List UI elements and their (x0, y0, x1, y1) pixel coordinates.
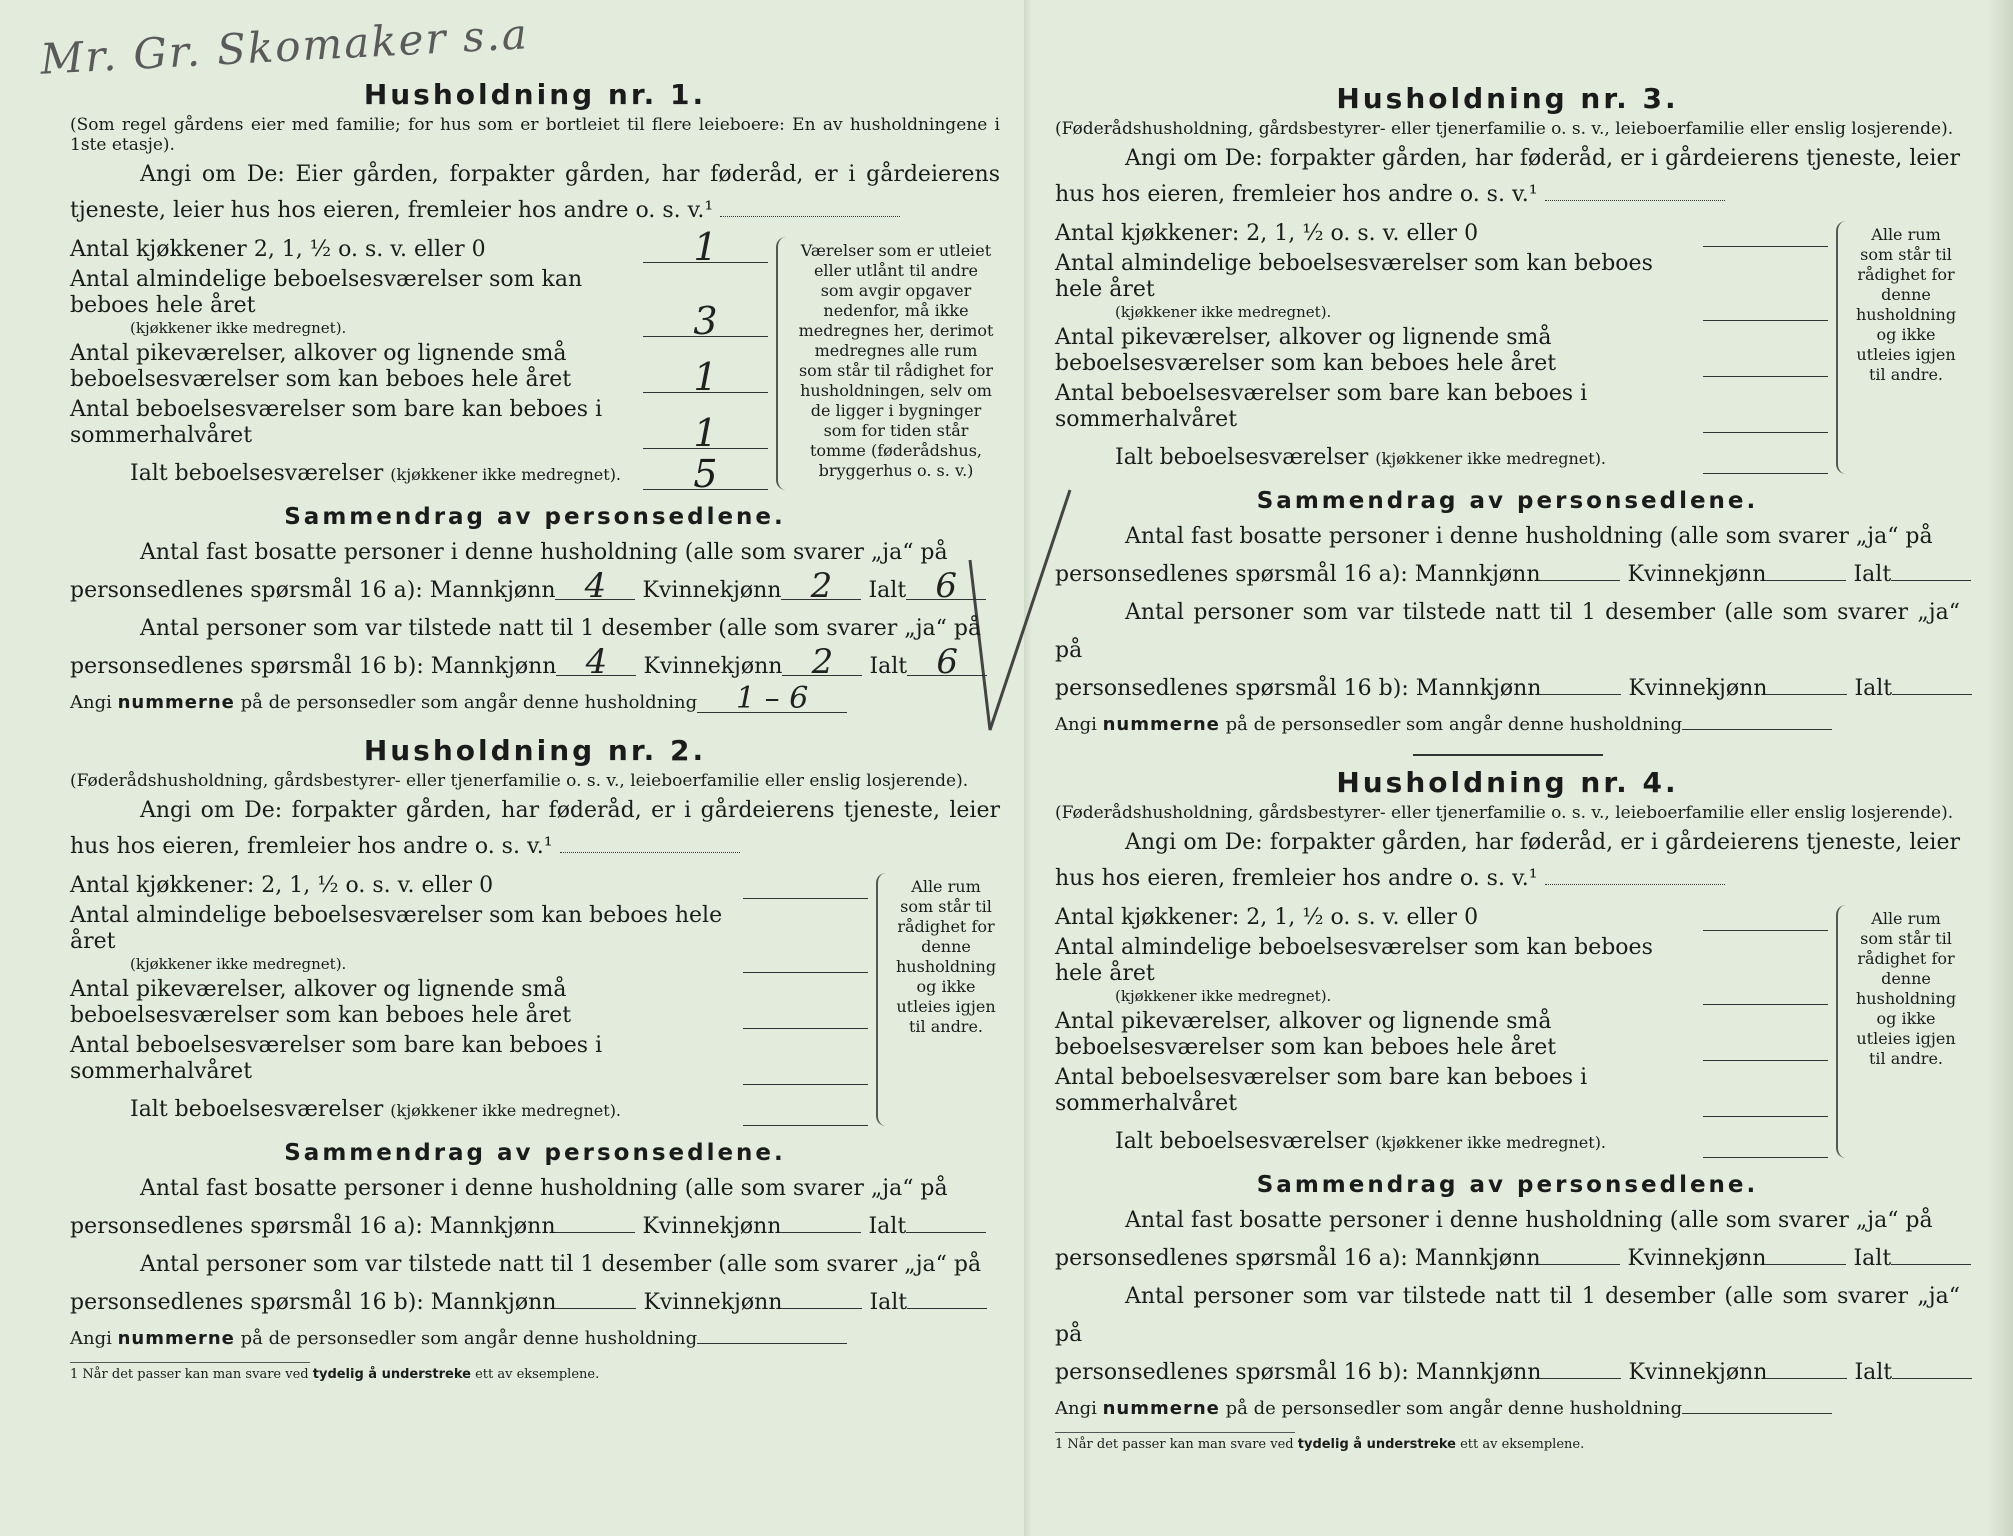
room-row-summer: Antal beboelsesværelser som bare kan beboes i sommerhalvåret (1055, 1065, 1828, 1117)
room-row-ordinary: Antal almindelige beboelsesværelser som kan beboes hele året (kjøkkener ikke medregnet). 3 (70, 267, 768, 337)
room-row-kitchens: Antal kjøkkener 2, 1, ½ o. s. v. eller 0 1 (70, 237, 768, 263)
room-row-ordinary: Antal almindelige beboelsesværelser som kan beboes hele året (kjøkkener ikke medregnet). (70, 903, 868, 973)
q16b-ialt[interactable] (1892, 1378, 1972, 1379)
household-note: (Føderådshusholdning, gårdsbestyrer- eller tjenerfamilie o. s. v., leieboerfamilie eller enslig losjerende). (1055, 803, 1954, 823)
ordinary-rooms-answer[interactable] (743, 942, 868, 973)
summary-title: Sammendrag av personsedlene. (1256, 1172, 1759, 1198)
q16b-line: personsedlenes spørsmål 16 b): Mannkjønn 4 Kvinnekjønn 2 Ialt 6 (70, 648, 1000, 686)
q16a-line: personsedlenes spørsmål 16 a): Mannkjønn Kvinnekjønn Ialt (1055, 556, 1960, 594)
room-row-small: Antal pikeværelser, alkover og lignende små beboelsesværelser som kan beboes hele året (70, 977, 868, 1029)
room-row-kitchens: Antal kjøkkener: 2, 1, ½ o. s. v. eller 0 (1055, 221, 1828, 247)
q16b-intro: Antal personer som var tilstede natt til 1 desember (alle som svarer „ja“ på (140, 1252, 982, 1277)
summary-title: Sammendrag av personsedlene. (1256, 488, 1759, 514)
household-question: Angi om De: forpakter gården, har føderåd, er i gårdeierens tjeneste, leier hus hos eieren, fremleier hos andre o. s. v.¹ (70, 798, 1000, 859)
nummer-line: Angi nummerne på de personsedler som angår denne husholdning (1055, 1392, 1960, 1426)
household-title: Husholdning nr. 1. (363, 78, 707, 111)
nummer-answer[interactable]: 1 – 6 (697, 686, 847, 713)
q16b-line: personsedlenes spørsmål 16 b): Mannkjønn Kvinnekjønn Ialt (1055, 1354, 1960, 1392)
q16a-mann[interactable] (1540, 580, 1620, 581)
q16a-ialt[interactable] (1891, 1264, 1971, 1265)
kitchens-answer[interactable] (743, 868, 868, 899)
household-title: Husholdning nr. 2. (363, 734, 707, 767)
total-rooms-answer[interactable] (743, 1095, 868, 1126)
q16a-kvinne[interactable]: 2 (781, 573, 861, 600)
room-row-small: Antal pikeværelser, alkover og lignende små beboelsesværelser som kan beboes hele året (1055, 1009, 1828, 1061)
summary-title: Sammendrag av personsedlene. (284, 504, 786, 530)
q16a-kvinne[interactable] (1766, 580, 1846, 581)
room-row-kitchens: Antal kjøkkener: 2, 1, ½ o. s. v. eller 0 (70, 873, 868, 899)
q16b-line: personsedlenes spørsmål 16 b): Mannkjønn Kvinnekjønn Ialt (1055, 670, 1960, 708)
q16a-ialt[interactable] (906, 1232, 986, 1233)
q16a-ialt[interactable]: 6 (906, 573, 986, 600)
kitchens-answer[interactable] (1703, 216, 1828, 247)
small-rooms-answer[interactable] (743, 998, 868, 1029)
q16b-intro: Antal personer som var tilstede natt til 1 desember (alle som svarer „ja“ på (140, 616, 982, 641)
q16a-kvinne[interactable] (1766, 1264, 1846, 1265)
household-question: Angi om De: forpakter gården, har føderåd, er i gårdeierens tjeneste, leier hus hos eieren, fremleier hos andre o. s. v.¹ (1055, 146, 1960, 207)
household-note: (Føderådshusholdning, gårdsbestyrer- eller tjenerfamilie o. s. v., leieboerfamilie eller enslig losjerende). (1055, 119, 1954, 139)
q16a-line: personsedlenes spørsmål 16 a): Mannkjønn 4 Kvinnekjønn 2 Ialt 6 (70, 572, 1000, 610)
room-row-ordinary: Antal almindelige beboelsesværelser som kan beboes hele året (kjøkkener ikke medregnet). (1055, 935, 1828, 1005)
q16b-line: personsedlenes spørsmål 16 b): Mannkjønn Kvinnekjønn Ialt (70, 1284, 1000, 1322)
total-rooms-answer[interactable] (1703, 1127, 1828, 1158)
summer-rooms-answer[interactable]: 1 (643, 418, 768, 449)
rooms-section (1055, 905, 1960, 1158)
q16b-ialt[interactable] (1892, 694, 1972, 695)
q16a-ialt[interactable] (1891, 580, 1971, 581)
q16b-kvinne[interactable] (1767, 1378, 1847, 1379)
q16b-kvinne[interactable]: 2 (782, 649, 862, 676)
nummer-line: Angi nummerne på de personsedler som angår denne husholdning (1055, 708, 1960, 742)
q16a-mann[interactable] (555, 1232, 635, 1233)
household-3 (1055, 82, 1960, 742)
q16b-mann[interactable] (556, 1308, 636, 1309)
nummer-answer[interactable] (1682, 729, 1832, 730)
page-edge (1987, 0, 2013, 1536)
household-question: Angi om De: Eier gården, forpakter gården, har føderåd, er i gårdeierens tjeneste, leier hus hos eieren, fremleier hos andre o. s. v.¹ (70, 162, 1000, 223)
small-rooms-answer[interactable] (1703, 1030, 1828, 1061)
household-note: (Føderådshusholdning, gårdsbestyrer- eller tjenerfamilie o. s. v., leieboerfamilie eller enslig losjerende). (70, 771, 969, 791)
section-divider (1413, 754, 1603, 756)
q16a-intro: Antal fast bosatte personer i denne husholdning (alle som svarer „ja“ på (140, 540, 948, 565)
q16a-intro: Antal fast bosatte personer i denne husholdning (alle som svarer „ja“ på (140, 1176, 948, 1201)
rooms-section (70, 225, 1000, 496)
room-row-ordinary: Antal almindelige beboelsesværelser som kan beboes hele året (kjøkkener ikke medregnet). (1055, 251, 1828, 321)
room-row-summer: Antal beboelsesværelser som bare kan beboes i sommerhalvåret (70, 1033, 868, 1085)
brace-note: Værelser som er utleiet eller utlånt til andre som avgir opgaver nedenfor, må ikke medregnes her, derimot medregnes alle rum som står til rådighet for husholdningen, selv om de ligger i bygninger som for tiden står tomme (føderådshus, bryggerhus o. s. v.) (776, 237, 1000, 490)
summary-title: Sammendrag av personsedlene. (284, 1140, 786, 1166)
household-question: Angi om De: forpakter gården, har føderåd, er i gårdeierens tjeneste, leier hus hos eieren, fremleier hos andre o. s. v.¹ (1055, 830, 1960, 891)
rooms-list (1055, 221, 1828, 474)
q16b-kvinne[interactable] (782, 1308, 862, 1309)
rooms-list (70, 225, 768, 496)
small-rooms-answer[interactable]: 1 (643, 362, 768, 393)
rooms-section (70, 873, 1000, 1126)
nummer-answer[interactable] (697, 1343, 847, 1344)
rooms-list (1055, 905, 1828, 1158)
q16b-intro: Antal personer som var tilstede natt til 1 desember (alle som svarer „ja“ på (1055, 600, 1960, 663)
footnote-left: 1 Når det passer kan man svare ved tydelig å understreke ett av eksemplene. (70, 1362, 310, 1383)
household-title: Husholdning nr. 4. (1336, 766, 1679, 799)
room-total: Ialt beboelsesværelser (kjøkkener ikke medregnet). (1055, 443, 1828, 474)
brace-note: Alle rum som står til rådighet for denne husholdning og ikke utleies igjen til andre. (1836, 221, 1960, 474)
room-row-kitchens: Antal kjøkkener: 2, 1, ½ o. s. v. eller 0 (1055, 905, 1828, 931)
q16b-mann[interactable] (1541, 694, 1621, 695)
ordinary-rooms-answer[interactable] (1703, 290, 1828, 321)
room-total: Ialt beboelsesværelser (kjøkkener ikke medregnet). (1055, 1127, 1828, 1158)
q16b-ialt[interactable]: 6 (907, 649, 987, 676)
summer-rooms-answer[interactable] (1703, 1086, 1828, 1117)
ordinary-rooms-answer[interactable]: 3 (643, 306, 768, 337)
household-2 (70, 734, 1000, 1356)
room-total: Ialt beboelsesværelser (kjøkkener ikke medregnet). 5 (70, 459, 768, 490)
q16a-mann[interactable] (1540, 1264, 1620, 1265)
brace-note: Alle rum som står til rådighet for denne husholdning og ikke utleies igjen til andre. (1836, 905, 1960, 1158)
footnote-right: 1 Når det passer kan man svare ved tydelig å understreke ett av eksemplene. (1055, 1432, 1295, 1453)
q16a-kvinne[interactable] (781, 1232, 861, 1233)
room-row-small: Antal pikeværelser, alkover og lignende små beboelsesværelser som kan beboes hele året (1055, 325, 1828, 377)
room-total: Ialt beboelsesværelser (kjøkkener ikke medregnet). (70, 1095, 868, 1126)
q16b-intro: Antal personer som var tilstede natt til 1 desember (alle som svarer „ja“ på (1055, 1284, 1960, 1347)
room-row-summer: Antal beboelsesværelser som bare kan beboes i sommerhalvåret 1 (70, 397, 768, 449)
right-column (1055, 0, 1960, 1536)
kitchens-answer[interactable] (1703, 900, 1828, 931)
rooms-section (1055, 221, 1960, 474)
handwritten-header: Mr. Gr. Skomaker s.a (39, 9, 530, 84)
q16b-mann[interactable] (1541, 1378, 1621, 1379)
rooms-list (70, 873, 868, 1126)
q16b-mann[interactable]: 4 (556, 649, 636, 676)
kitchens-answer[interactable]: 1 (643, 232, 768, 263)
small-rooms-answer[interactable] (1703, 346, 1828, 377)
summer-rooms-answer[interactable] (1703, 402, 1828, 433)
total-rooms-answer[interactable]: 5 (643, 459, 768, 490)
ordinary-rooms-answer[interactable] (1703, 974, 1828, 1005)
summer-rooms-answer[interactable] (743, 1054, 868, 1085)
total-rooms-answer[interactable] (1703, 443, 1828, 474)
nummer-line: Angi nummerne på de personsedler som angår denne husholdning (70, 1322, 1000, 1356)
room-row-summer: Antal beboelsesværelser som bare kan beboes i sommerhalvåret (1055, 381, 1828, 433)
household-title: Husholdning nr. 3. (1336, 82, 1679, 115)
q16b-kvinne[interactable] (1767, 694, 1847, 695)
q16a-line: personsedlenes spørsmål 16 a): Mannkjønn Kvinnekjønn Ialt (70, 1208, 1000, 1246)
nummer-line: Angi nummerne på de personsedler som angår denne husholdning 1 – 6 (70, 686, 1000, 720)
household-note: (Som regel gårdens eier med familie; for hus som er bortleiet til flere leieboere: En av husholdningene i 1ste etasje). (70, 115, 1000, 155)
household-4 (1055, 766, 1960, 1426)
household-1 (70, 78, 1000, 720)
room-row-small: Antal pikeværelser, alkover og lignende små beboelsesværelser som kan beboes hele året 1 (70, 341, 768, 393)
q16b-ialt[interactable] (907, 1308, 987, 1309)
left-column (70, 0, 1000, 1536)
q16a-intro: Antal fast bosatte personer i denne husholdning (alle som svarer „ja“ på (1125, 524, 1933, 549)
q16a-intro: Antal fast bosatte personer i denne husholdning (alle som svarer „ja“ på (1125, 1208, 1933, 1233)
q16a-mann[interactable]: 4 (555, 573, 635, 600)
q16a-line: personsedlenes spørsmål 16 a): Mannkjønn Kvinnekjønn Ialt (1055, 1240, 1960, 1278)
brace-note: Alle rum som står til rådighet for denne husholdning og ikke utleies igjen til andre. (876, 873, 1000, 1126)
nummer-answer[interactable] (1682, 1413, 1832, 1414)
